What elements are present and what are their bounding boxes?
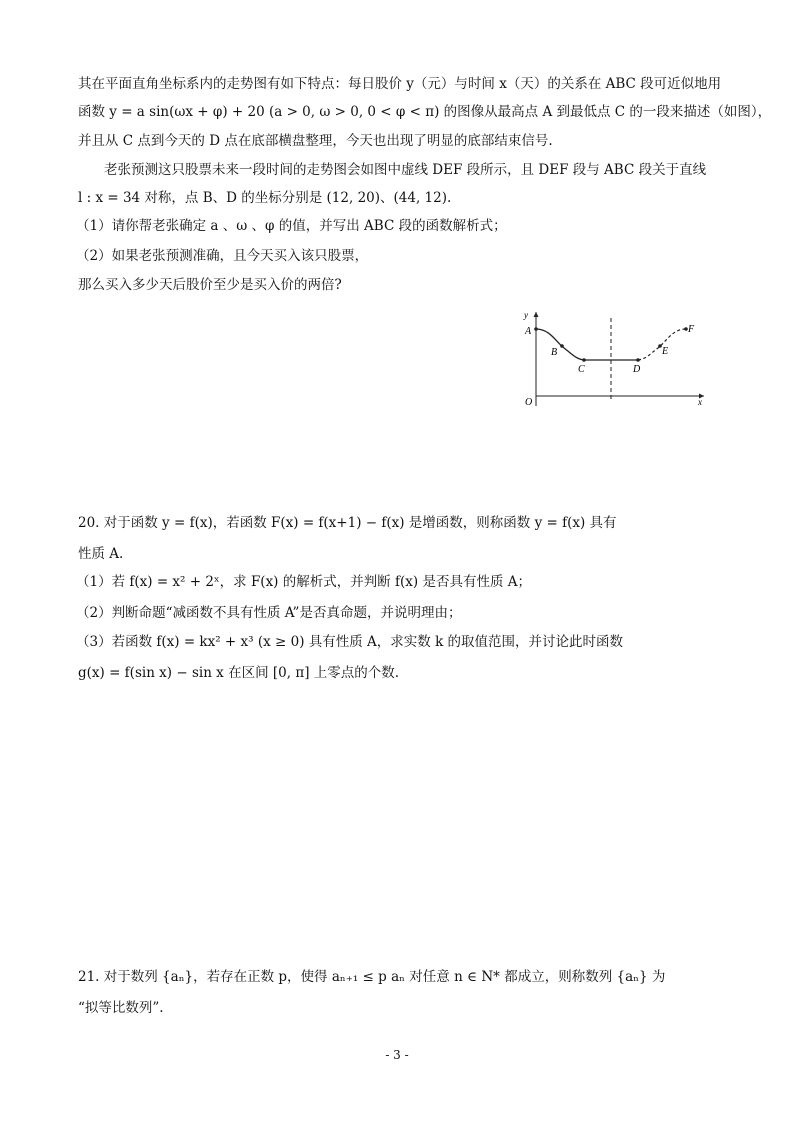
p20-question-2: （2）判断命题“减函数不具有性质 A”是否真命题，并说明理由；	[76, 605, 462, 621]
p19-question-3: 那么买入多少天后股价至少是买入价的两倍?	[78, 277, 342, 293]
p21-line-2: “拟等比数列”.	[78, 1000, 164, 1016]
label-d: D	[633, 364, 641, 375]
origin-label: O	[525, 397, 533, 408]
p19-line-5: l : x = 34 对称，点 B、D 的坐标分别是 (12, 20)、(44, 12).	[78, 190, 452, 206]
p19-question-2: （2）如果老张预测准确，且今天买入该只股票，	[76, 248, 369, 264]
label-a: A	[525, 326, 532, 337]
p20-question-3: （3）若函数 f(x) = kx² + x³ (x ≥ 0) 具有性质 A，求实数 k 的取值范围，并讨论此时函数	[76, 634, 624, 650]
x-axis-label: x	[698, 397, 702, 407]
label-b: B	[551, 347, 558, 358]
label-c: C	[578, 364, 585, 375]
page-number: - 3 -	[385, 1048, 409, 1062]
label-f: F	[688, 324, 695, 335]
p20-question-4: g(x) = f(sin x) − sin x 在区间 [0, π] 上零点的个数.	[78, 665, 400, 681]
p19-line-2: 函数 y = a sin(ωx + φ) + 20 (a > 0, ω > 0, 0 < φ < π) 的图像从最高点 A 到最低点 C 的一段来描述（如图），	[78, 104, 772, 120]
p20-line-1: 20. 对于函数 y = f(x)，若函数 F(x) = f(x+1) − f(x) 是增函数，则称函数 y = f(x) 具有	[78, 515, 617, 531]
y-axis-arrow	[534, 312, 539, 317]
y-axis-label: y	[524, 310, 528, 320]
p19-question-1: （1）请你帮老张确定 a 、ω 、φ 的值，并写出 ABC 段的函数解析式；	[76, 218, 507, 234]
p20-question-1: （1）若 f(x) = x² + 2ˣ，求 F(x) 的解析式，并判断 f(x) 是否具有性质 A；	[76, 574, 532, 590]
p20-line-2: 性质 A.	[78, 546, 124, 562]
point-d	[636, 358, 640, 362]
p19-line-4: 老张预测这只股票未来一段时间的走势图会如图中虚线 DEF 段所示，且 DEF 段与 ABC 段关于直线	[104, 162, 707, 178]
p19-line-1: 其在平面直角坐标系内的走势图有如下特点：每日股价 y（元）与时间 x（天）的关系在 ABC 段可近似地用	[78, 76, 722, 92]
curve-abc	[536, 329, 584, 360]
point-a	[534, 327, 538, 331]
p21-line-1: 21. 对于数列 {aₙ}，若存在正数 p，使得 aₙ₊₁ ≤ p aₙ 对任意 n ∈ N* 都成立，则称数列 {aₙ} 为	[78, 969, 666, 985]
point-c	[582, 358, 586, 362]
label-e: E	[662, 346, 669, 357]
p19-line-3: 并且从 C 点到今天的 D 点在底部横盘整理，今天也出现了明显的底部结束信号.	[78, 133, 553, 149]
point-b	[560, 344, 564, 348]
stock-trend-figure	[518, 308, 708, 408]
